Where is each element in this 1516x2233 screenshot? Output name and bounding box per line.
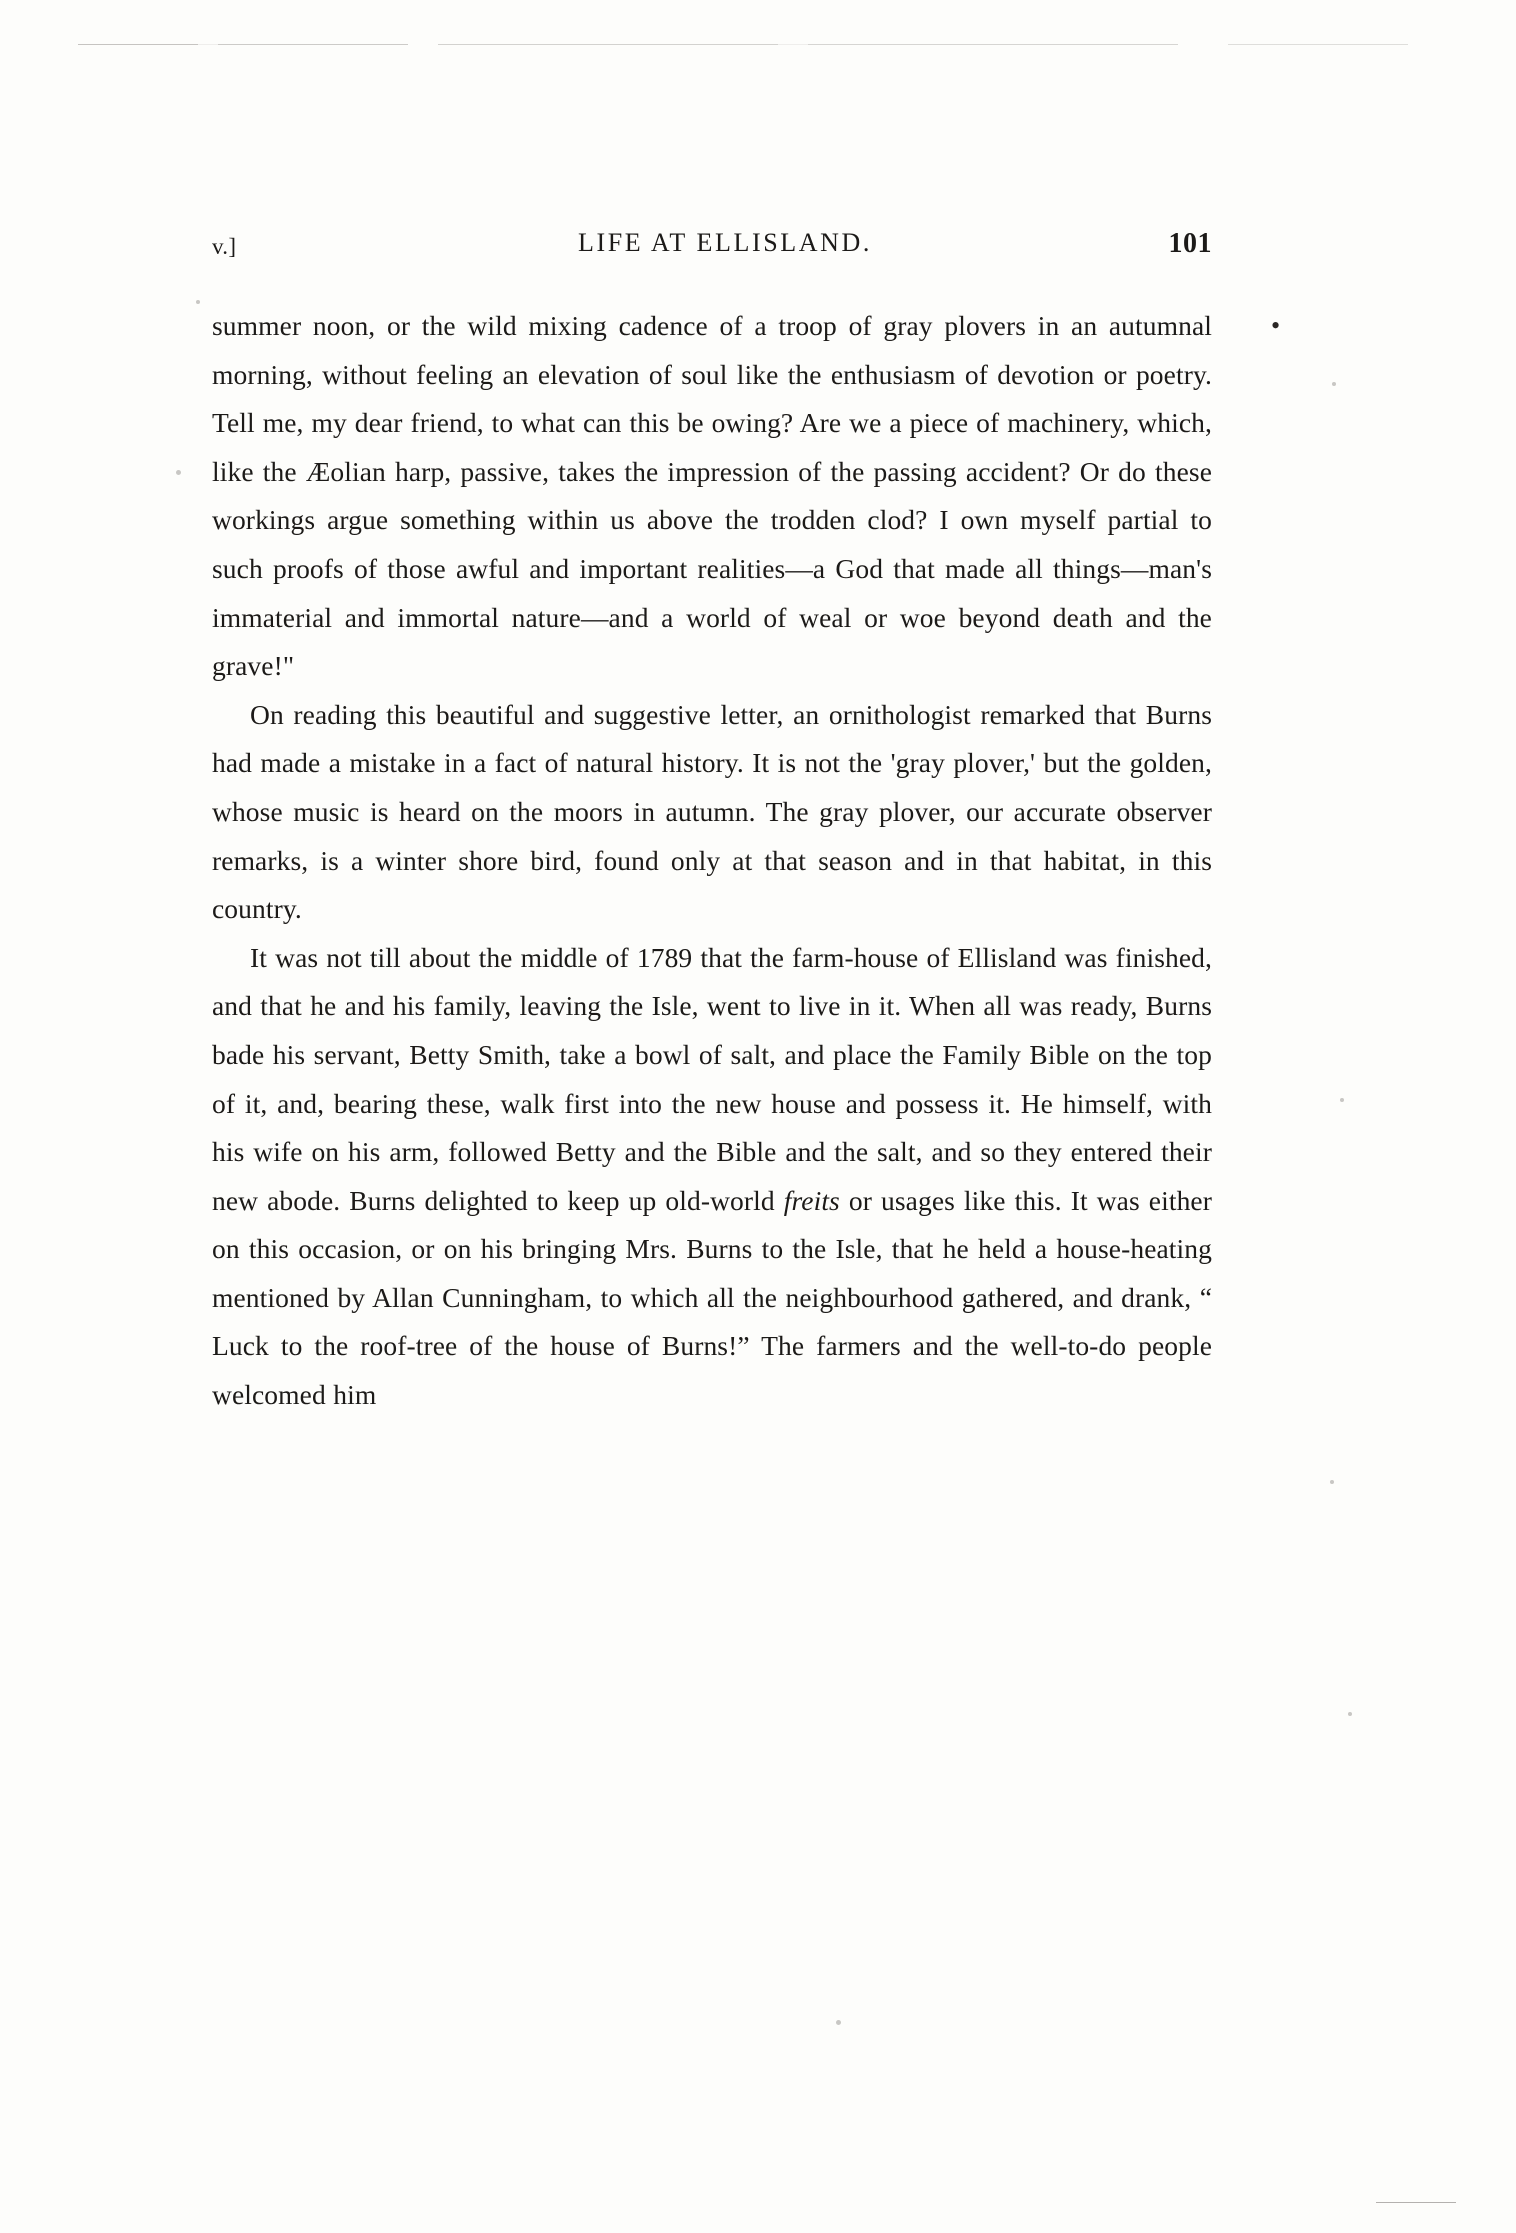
- emphasised-term: freits: [783, 1184, 840, 1216]
- scan-edge-line-top: [78, 44, 1440, 45]
- page-title: LIFE AT ELLISLAND.: [577, 228, 873, 257]
- scan-speck: [176, 470, 181, 475]
- paragraph-2: On reading this beautiful and suggestive letter, an ornithologist remarked that Burns had made a mistake in a fact of natural history. It is not the 'gray plover,' but the golden, whose music is heard on the moors in autumn. The gray plover, our accurate observer remarks, is a winter shore bird, found only at that season and in that habitat, in this country.: [212, 698, 1212, 925]
- paragraph-1: summer noon, or the wild mixing cadence of a troop of gray plovers in an autumnal morning, without feeling an elevation of soul like the enthusiasm of devotion or poetry. Tell me, my dear friend, to what can this be owing? Are we a piece of machinery, which, like the Æolian harp, passive, takes the impression of the passing accident? Or do these workings argue something within us above the trodden clod? I own myself partial to such proofs of those awful and important realities—a God that made all things—man's immaterial and immortal nature—and a world of weal or woe beyond death and the grave!": [212, 310, 1212, 682]
- paragraph-3-part-b: or usages like this. It was either on this occasion, or on his bringing Mrs. Burns to the Isle, that he held a house-heating mentioned by Allan Cunningham, to which all the neighbourhood gathered, and drank, “ Luck to the roof-tree of the house of Burns!” The farmers and the well-to-do people welcomed him: [212, 1184, 1212, 1411]
- scan-speck: [836, 2020, 841, 2025]
- scan-edge-line-bottom: [1376, 2202, 1456, 2203]
- running-head: [212, 228, 1212, 268]
- page-text-column: [212, 228, 1212, 1420]
- scan-speck: [1330, 1480, 1334, 1484]
- page-number: 101: [1168, 228, 1212, 259]
- scan-speck: [196, 300, 200, 304]
- scan-speck: [1332, 382, 1336, 386]
- paragraph-3-part-a: It was not till about the middle of 1789 that the farm-house of Ellisland was finished, and that he and his family, leaving the Isle, went to live in it. When all was ready, Burns bade his servant, Betty Smith, take a bowl of salt, and place the Family Bible on the top of it, and, bearing these, walk first into the new house and possess it. He himself, with his wife on his arm, followed Betty and the Bible and the salt, and so they entered their new abode. Burns delighted to keep up old-world: [212, 941, 1212, 1216]
- paragraph-3: [212, 934, 1212, 1420]
- scan-speck: [1340, 1098, 1344, 1102]
- scan-speck: [1348, 1712, 1352, 1716]
- signature-mark: v.]: [212, 234, 237, 259]
- stray-ink-mark: •: [1271, 311, 1281, 340]
